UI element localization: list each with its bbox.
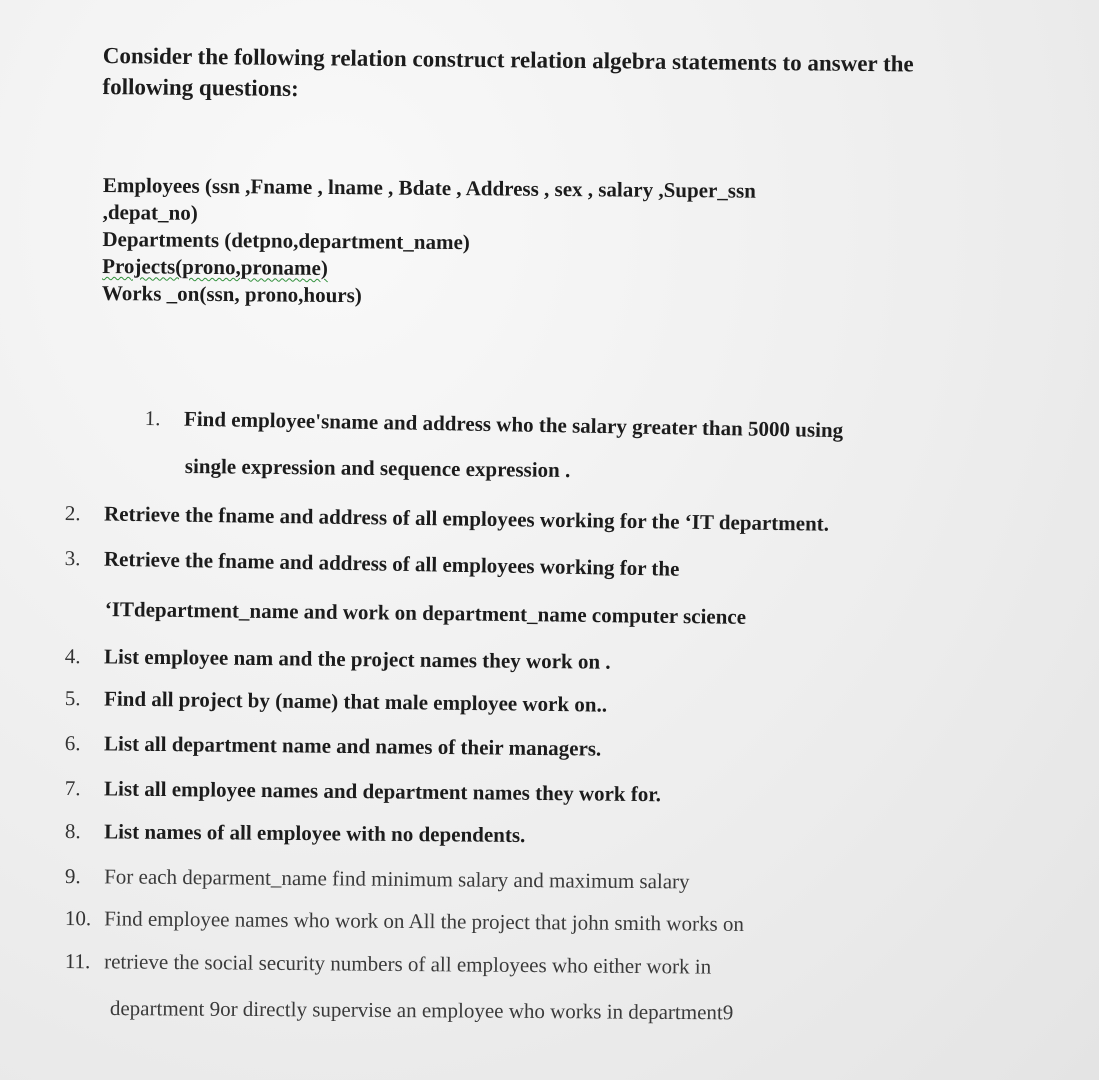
relation-schema-block bbox=[102, 172, 943, 314]
question-text: retrieve the social security numbers of all employees who either work in bbox=[104, 949, 712, 979]
question-text: Find all project by (name) that male employee work on.. bbox=[103, 686, 608, 717]
question-5 bbox=[65, 685, 608, 718]
employees-relation: Employees (ssn ,Fname , lname , Bdate , Address , sex , salary ,Super_ssn bbox=[102, 172, 756, 203]
question-6 bbox=[65, 730, 602, 762]
question-11 bbox=[65, 948, 712, 980]
question-9 bbox=[65, 863, 690, 894]
question-text-cont: department 9or directly supervise an employee who works in department9 bbox=[109, 996, 734, 1025]
question-number: 5. bbox=[64, 685, 81, 711]
question-1 bbox=[145, 405, 844, 443]
question-8 bbox=[65, 818, 526, 848]
intro-line-2: following questions: bbox=[102, 73, 299, 102]
question-text: List names of all employee with no dependents. bbox=[104, 819, 526, 848]
question-number: 7. bbox=[64, 775, 81, 801]
question-number: 3. bbox=[64, 545, 81, 571]
question-3 bbox=[65, 545, 680, 582]
question-text: List all department name and names of their managers. bbox=[103, 731, 602, 761]
works-on-relation: Works _on(ssn, prono,hours) bbox=[101, 280, 362, 308]
question-number: 4. bbox=[64, 643, 81, 669]
intro-line-1: Consider the following relation construct relation algebra statements to answer the bbox=[102, 42, 914, 77]
question-text-cont: ‘ITdepartment_name and work on department_name computer science bbox=[104, 596, 747, 629]
question-number: 10. bbox=[64, 905, 92, 931]
question-number: 2. bbox=[64, 500, 81, 526]
question-3-cont bbox=[105, 596, 746, 630]
question-number: 6. bbox=[64, 730, 81, 756]
intro-paragraph bbox=[102, 40, 1023, 112]
projects-relation: Projects(prono,proname) bbox=[102, 253, 329, 280]
departments-relation: Departments (detpno,department_name) bbox=[102, 226, 470, 255]
question-number: 1. bbox=[144, 405, 161, 431]
question-text: Retrieve the fname and address of all employees working for the bbox=[103, 546, 680, 581]
question-2 bbox=[65, 500, 830, 537]
question-7 bbox=[65, 775, 661, 807]
question-text-cont: single expression and sequence expression . bbox=[184, 453, 571, 483]
question-number: 8. bbox=[64, 818, 81, 844]
question-11-cont bbox=[110, 995, 734, 1025]
question-text: List employee nam and the project names they work on . bbox=[103, 644, 611, 674]
question-text: For each deparment_name find minimum salary and maximum salary bbox=[104, 864, 690, 894]
employees-relation-cont: ,depat_no) bbox=[102, 199, 198, 225]
question-text: Find employee names who work on All the project that john smith works on bbox=[104, 906, 745, 936]
question-10 bbox=[65, 905, 744, 937]
question-4 bbox=[65, 643, 611, 675]
question-number: 11. bbox=[64, 948, 91, 974]
question-text: Retrieve the fname and address of all employees working for the ‘IT department. bbox=[103, 501, 830, 536]
question-text: Find employee'sname and address who the salary greater than 5000 using bbox=[183, 406, 844, 443]
question-number: 9. bbox=[64, 863, 81, 889]
question-text: List all employee names and department names they work for. bbox=[103, 776, 662, 807]
question-1-cont bbox=[185, 453, 571, 483]
